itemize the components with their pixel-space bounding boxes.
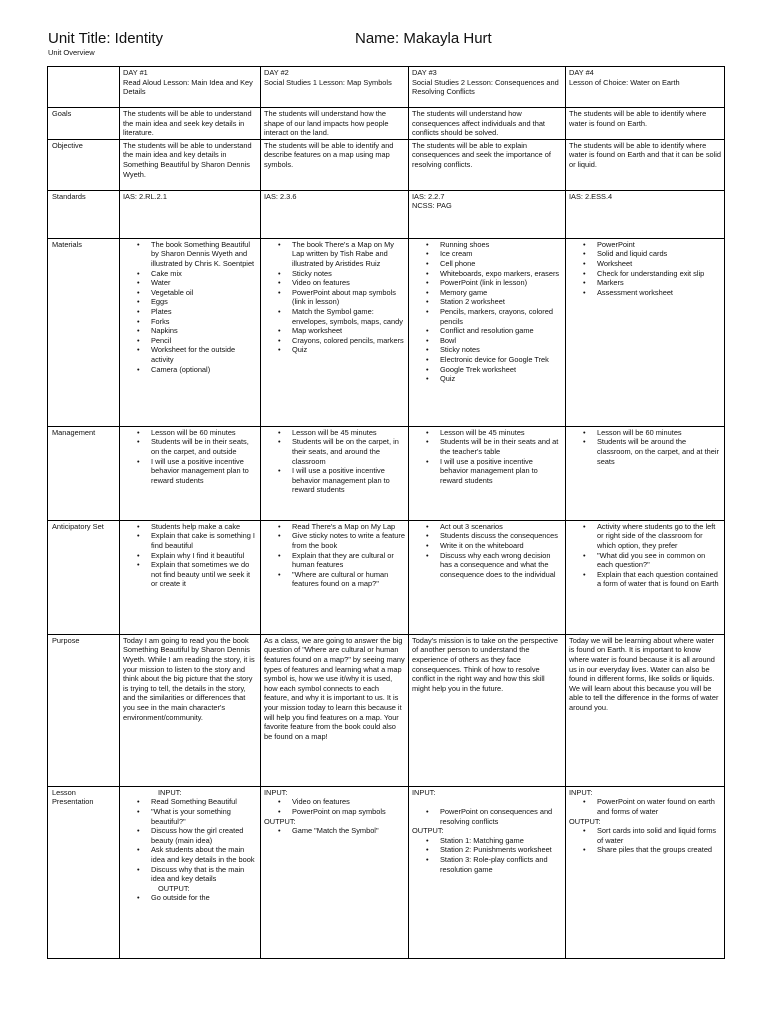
purpose-row <box>48 634 725 786</box>
management-day-2 <box>261 426 409 520</box>
list-item: • Solid and liquid cards <box>597 249 721 259</box>
list-item: • Match the Symbol game: envelopes, symbols, maps, candy <box>292 307 405 326</box>
list-item: • Lesson will be 60 minutes <box>151 428 257 438</box>
anticipatory-day-4 <box>566 520 725 634</box>
list-item: • Video on features <box>292 278 405 288</box>
corner-cell <box>48 67 120 108</box>
row-label-objective: Objective <box>48 139 120 190</box>
row-label-purpose: Purpose <box>48 634 120 786</box>
list-item: • "What did you see in common on each question?" <box>597 551 721 570</box>
list-item: • I will use a positive incentive behavior management plan to reward students <box>292 466 405 495</box>
list-item: • "Where are cultural or human features found on a map?" <box>292 570 405 589</box>
list-item: • Napkins <box>151 326 257 336</box>
bullet-list <box>264 522 405 589</box>
list-item: • Write it on the whiteboard <box>440 541 562 551</box>
list-item: • Ask students about the main idea and key details in the book <box>151 845 257 864</box>
list-item: • Discuss why each wrong decision has a consequence and what the consequence does to the individual <box>440 551 562 580</box>
purpose-day-2: As a class, we are going to answer the big question of "Where are cultural or human features found on a map?" by seeing many types of features and learning what a map symbol is, how we use it/why it is used, how each symbol connects to each feature, and why it is important to us. It is your mission today to learn this because it will help you find features on a map. Your favorite feature from the book could also be found on a map! <box>261 634 409 786</box>
day-number: DAY #2 <box>264 68 289 77</box>
student-name: Name: Makayla Hurt <box>355 30 492 47</box>
bullet-list <box>569 522 721 589</box>
list-item: • Cell phone <box>440 259 562 269</box>
list-item: • Forks <box>151 317 257 327</box>
list-item: • Pencils, markers, crayons, colored pencils <box>440 307 562 326</box>
input-label: INPUT: <box>264 787 288 797</box>
list-item: • Discuss why that is the main idea and key details <box>151 865 257 884</box>
row-label-anticipatory-set: Anticipatory Set <box>48 520 120 634</box>
list-item: • Plates <box>151 307 257 317</box>
list-item: • Explain why I find it beautiful <box>151 551 257 561</box>
list-item: • Whiteboards, expo markers, erasers <box>440 269 562 279</box>
bullet-list <box>264 240 405 355</box>
list-item: • PowerPoint on consequences and resolving conflicts <box>440 807 562 826</box>
objective-day-2: The students will be able to identify and describe features on a map using map symbols. <box>261 139 409 190</box>
list-item: • Memory game <box>440 288 562 298</box>
materials-day-2 <box>261 238 409 426</box>
bullet-list <box>412 807 562 826</box>
list-item: • Students will be in their seats, on the carpet, and outside <box>151 437 257 456</box>
list-item: • Students help make a cake <box>151 522 257 532</box>
output-label: OUTPUT: <box>412 826 444 836</box>
list-item: • The book There's a Map on My Lap written by Tish Rabe and illustrated by Aristides Ruiz <box>292 240 405 269</box>
list-item: • Station 1: Matching game <box>440 836 562 846</box>
list-item: • Students will be around the classroom, on the carpet, and at their seats <box>597 437 721 466</box>
list-item: • Markers <box>597 278 721 288</box>
objective-row <box>48 139 725 190</box>
spacer <box>412 797 562 807</box>
bullet-list <box>412 522 562 580</box>
list-item: • Activity where students go to the left or right side of the classroom for which option, they prefer <box>597 522 721 551</box>
standards-day-3 <box>409 190 566 238</box>
list-item: • Explain that they are cultural or human features <box>292 551 405 570</box>
output-label: OUTPUT: <box>264 816 296 826</box>
row-label-management: Management <box>48 426 120 520</box>
management-day-3 <box>409 426 566 520</box>
standards-day-4: IAS: 2.ESS.4 <box>566 190 725 238</box>
standards-day-1: IAS: 2.RL.2.1 <box>120 190 261 238</box>
standards-row <box>48 190 725 238</box>
presentation-day-1 <box>120 786 261 958</box>
objective-day-1: The students will be able to understand the main idea and key details in Something Beautiful by Sharon Dennis Wyeth. <box>120 139 261 190</box>
presentation-day-4 <box>566 786 725 958</box>
row-label-goals: Goals <box>48 108 120 140</box>
presentation-day-3 <box>409 786 566 958</box>
list-item: • Students will be on the carpet, in their seats, and around the classroom <box>292 437 405 466</box>
list-item: • "What is your something beautiful?" <box>151 807 257 826</box>
management-day-1 <box>120 426 261 520</box>
bullet-list <box>569 428 721 466</box>
input-label: INPUT: <box>158 787 182 797</box>
list-item: • Lesson will be 45 minutes <box>292 428 405 438</box>
input-label: INPUT: <box>412 787 436 797</box>
list-item: • Game "Match the Symbol" <box>292 826 405 836</box>
day-1-header <box>120 67 261 108</box>
unit-title: Unit Title: Identity <box>48 30 164 47</box>
bullet-list <box>264 428 405 495</box>
list-item: • Read Something Beautiful <box>151 797 257 807</box>
list-item: • Discuss how the girl created beauty (main idea) <box>151 826 257 845</box>
list-item: • Sticky notes <box>440 345 562 355</box>
list-item: • Map worksheet <box>292 326 405 336</box>
bullet-list <box>123 240 257 374</box>
purpose-day-3: Today's mission is to take on the perspective of another person to understand the experience of others as they face consequences. Think of how to resolve conflict in the right way and how this skill might help you in the future. <box>409 634 566 786</box>
list-item: • Assessment worksheet <box>597 288 721 298</box>
list-item: • Electronic device for Google Trek <box>440 355 562 365</box>
list-item: • Lesson will be 45 minutes <box>440 428 562 438</box>
list-item: • Eggs <box>151 297 257 307</box>
list-item: • Crayons, colored pencils, markers <box>292 336 405 346</box>
list-item: • Explain that each question contained a form of water that is found on Earth <box>597 570 721 589</box>
day-header-row <box>48 67 725 108</box>
day-number: DAY #3 <box>412 68 437 77</box>
list-item: • Google Trek worksheet <box>440 365 562 375</box>
anticipatory-day-2 <box>261 520 409 634</box>
lesson-presentation-row <box>48 786 725 958</box>
goals-day-4: The students will be able to identify where water is found on Earth. <box>566 108 725 140</box>
list-item: • Check for understanding exit slip <box>597 269 721 279</box>
list-item: • Water <box>151 278 257 288</box>
list-item: • Video on features <box>292 797 405 807</box>
anticipatory-row <box>48 520 725 634</box>
anticipatory-day-1 <box>120 520 261 634</box>
row-label-standards: Standards <box>48 190 120 238</box>
list-item: • Act out 3 scenarios <box>440 522 562 532</box>
bullet-list <box>123 893 257 903</box>
day-number: DAY #1 <box>123 68 148 77</box>
output-label: OUTPUT: <box>158 883 190 893</box>
bullet-list <box>569 797 721 816</box>
list-item: • Vegetable oil <box>151 288 257 298</box>
row-label-lesson-presentation: Lesson Presentation <box>48 786 120 958</box>
unit-overview-table <box>47 66 725 959</box>
standards-day-2: IAS: 2.3.6 <box>261 190 409 238</box>
list-item: • Bowl <box>440 336 562 346</box>
bullet-list <box>123 428 257 486</box>
list-item: • Station 2 worksheet <box>440 297 562 307</box>
list-item: • Running shoes <box>440 240 562 250</box>
list-item: • Read There's a Map on My Lap <box>292 522 405 532</box>
bullet-list <box>412 428 562 486</box>
day-number: DAY #4 <box>569 68 594 77</box>
materials-row <box>48 238 725 426</box>
list-item: • Worksheet <box>597 259 721 269</box>
list-item: • Students discuss the consequences <box>440 531 562 541</box>
list-item: • Conflict and resolution game <box>440 326 562 336</box>
list-item: • Station 2: Punishments worksheet <box>440 845 562 855</box>
day-4-header <box>566 67 725 108</box>
purpose-day-1: Today I am going to read you the book Something Beautiful by Sharon Dennis Wyeth. While I am reading the story, it is your mission to listen to the story and think about the big picture that the story is trying to tell, the details in the story, and the similarities or differences that you see in the main character's environment/community. <box>120 634 261 786</box>
list-item: • Worksheet for the outside activity <box>151 345 257 364</box>
list-item: • The book Something Beautiful by Sharon Dennis Wyeth and illustrated by Chris K. Soentpiet <box>151 240 257 269</box>
bullet-list <box>569 240 721 298</box>
list-item: • Students will be in their seats and at the teacher's table <box>440 437 562 456</box>
day-3-header <box>409 67 566 108</box>
standard-ncss: NCSS: PAG <box>412 201 452 211</box>
objective-day-3: The students will be able to explain consequences and seek the importance of resolving conflicts. <box>409 139 566 190</box>
materials-day-4 <box>566 238 725 426</box>
bullet-list <box>123 522 257 589</box>
list-item: • Explain that cake is something I find beautiful <box>151 531 257 550</box>
unit-overview-label: Unit Overview <box>48 48 95 57</box>
list-item: • Cake mix <box>151 269 257 279</box>
bullet-list <box>264 826 405 836</box>
list-item: • I will use a positive incentive behavior management plan to reward students <box>440 457 562 486</box>
list-item: • Ice cream <box>440 249 562 259</box>
bullet-list <box>569 826 721 855</box>
list-item: • Pencil <box>151 336 257 346</box>
management-row <box>48 426 725 520</box>
lesson-title: Social Studies 2 Lesson: Consequences and Resolving Conflicts <box>412 77 559 97</box>
list-item: • Camera (optional) <box>151 365 257 375</box>
bullet-list <box>412 836 562 874</box>
list-item: • Explain that sometimes we do not find beauty until we seek it or create it <box>151 560 257 589</box>
bullet-list <box>123 797 257 883</box>
list-item: • PowerPoint <box>597 240 721 250</box>
purpose-day-4: Today we will be learning about where water is found on Earth. It is important to know where water is found because it is all around us in our everyday lives. Water can also be found in different forms, like solids or liquids. We will learn about this because you will be able to tell the difference in the forms of water around you. <box>566 634 725 786</box>
list-item: • PowerPoint on map symbols <box>292 807 405 817</box>
standard-ias: IAS: 2.2.7 <box>412 191 445 201</box>
day-2-header <box>261 67 409 108</box>
presentation-day-2 <box>261 786 409 958</box>
list-item: • PowerPoint (link in lesson) <box>440 278 562 288</box>
management-day-4 <box>566 426 725 520</box>
bullet-list <box>264 797 405 816</box>
list-item: • Quiz <box>292 345 405 355</box>
lesson-title: Lesson of Choice: Water on Earth <box>569 77 680 87</box>
list-item: • PowerPoint on water found on earth and forms of water <box>597 797 721 816</box>
objective-day-4: The students will be able to identify where water is found on Earth and that it can be solid or liquid. <box>566 139 725 190</box>
lesson-title: Read Aloud Lesson: Main Idea and Key Details <box>123 77 253 97</box>
list-item: • PowerPoint about map symbols (link in lesson) <box>292 288 405 307</box>
list-item: • I will use a positive incentive behavior management plan to reward students <box>151 457 257 486</box>
list-item: • Go outside for the <box>151 893 257 903</box>
list-item: • Lesson will be 60 minutes <box>597 428 721 438</box>
goals-row <box>48 108 725 140</box>
list-item: • Quiz <box>440 374 562 384</box>
list-item: • Station 3: Role-play conflicts and resolution game <box>440 855 562 874</box>
materials-day-1 <box>120 238 261 426</box>
lesson-title: Social Studies 1 Lesson: Map Symbols <box>264 77 392 87</box>
input-label: INPUT: <box>569 787 593 797</box>
list-item: • Share piles that the groups created <box>597 845 721 855</box>
row-label-materials: Materials <box>48 238 120 426</box>
goals-day-1: The students will be able to understand the main idea and seek key details in literature. <box>120 108 261 140</box>
goals-day-3: The students will understand how consequences affect individuals and that conflicts should be solved. <box>409 108 566 140</box>
output-label: OUTPUT: <box>569 816 601 826</box>
list-item: • Sticky notes <box>292 269 405 279</box>
list-item: • Sort cards into solid and liquid forms of water <box>597 826 721 845</box>
anticipatory-day-3 <box>409 520 566 634</box>
bullet-list <box>412 240 562 384</box>
list-item: • Give sticky notes to write a feature from the book <box>292 531 405 550</box>
materials-day-3 <box>409 238 566 426</box>
goals-day-2: The students will understand how the shape of our land impacts how people interact on the land. <box>261 108 409 140</box>
